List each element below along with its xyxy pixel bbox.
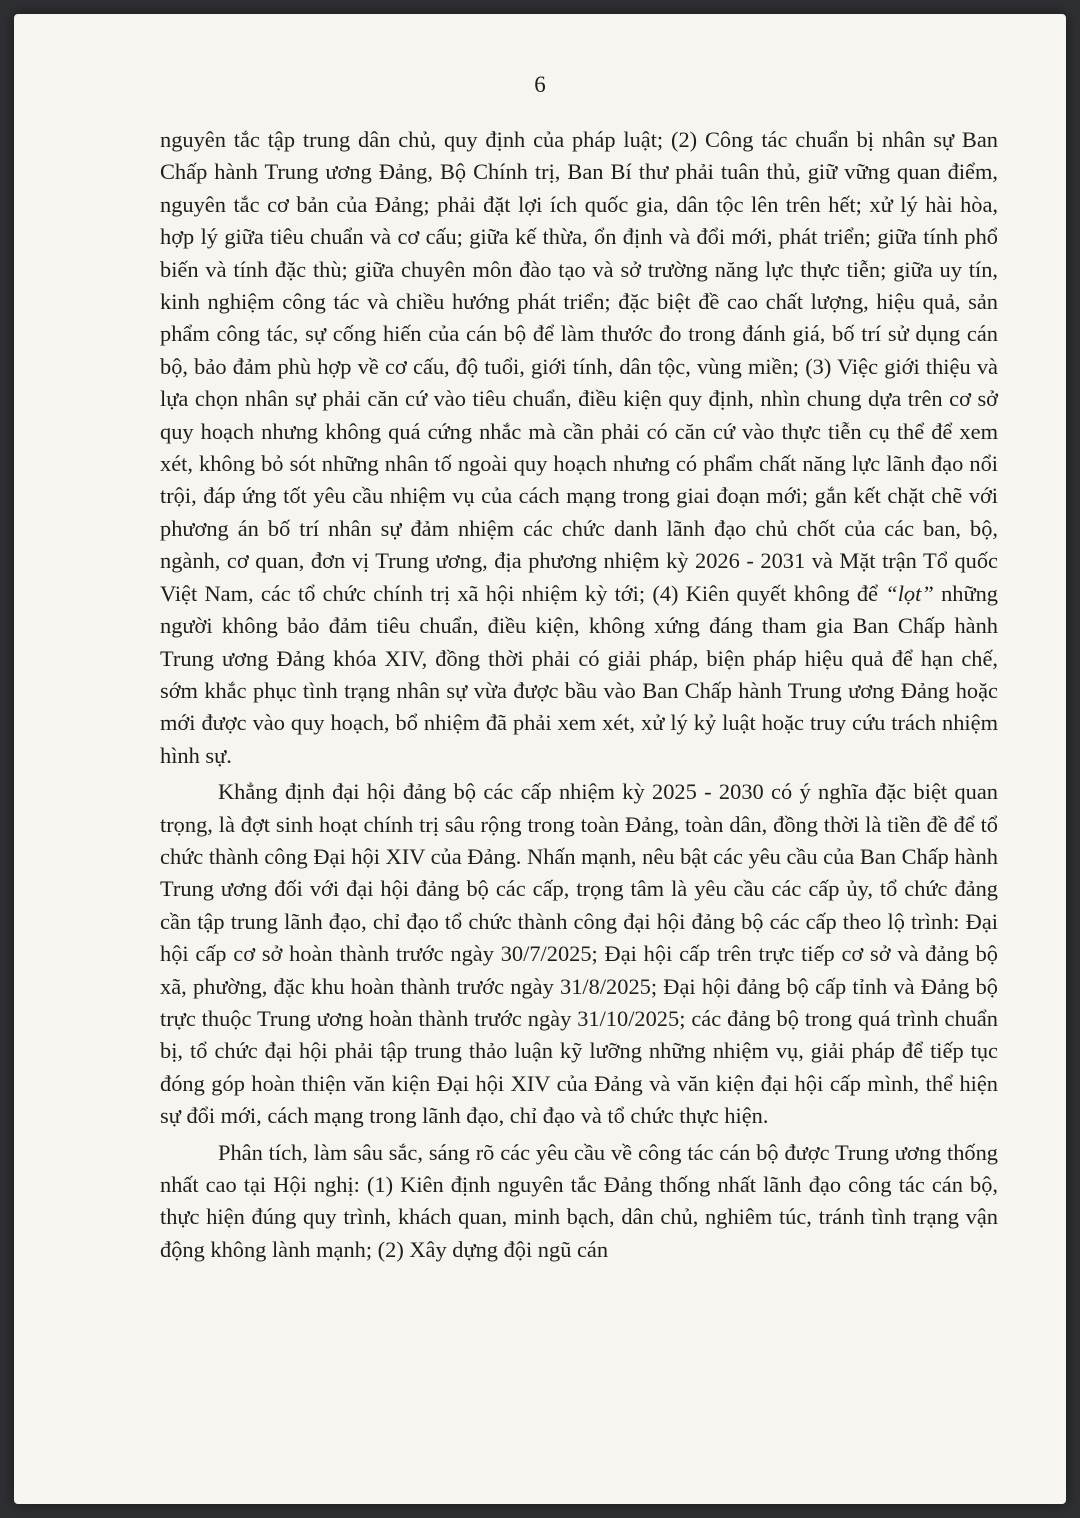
paragraph-1-emphasis: “lọt” xyxy=(885,580,934,606)
paragraph-1-text-before: nguyên tắc tập trung dân chủ, quy định của pháp luật; (2) Công tác chuẩn bị nhân sự Ban Chấp hành Trung ương Đảng, Bộ Chính trị, Ban Bí thư phải tuân thủ, giữ vững quan điểm, nguyên tắc cơ bản của Đảng; phải đặt lợi ích quốc gia, dân tộc lên trên hết; xử lý hài hòa, hợp lý giữa tiêu chuẩn và cơ cấu; giữa kế thừa, ổn định và đổi mới, phát triển; giữa tính phổ biến và tính đặc thù; giữa chuyên môn đào tạo và sở trường năng lực thực tiễn; giữa uy tín, kinh nghiệm công tác và chiều hướng phát triển; đặc biệt đề cao chất lượng, hiệu quả, sản phẩm công tác, sự cống hiến của cán bộ để làm thước đo trong đánh giá, bố trí sử dụng cán bộ, bảo đảm phù hợp về cơ cấu, độ tuổi, giới tính, dân tộc, vùng miền; (3) Việc giới thiệu và lựa chọn nhân sự phải căn cứ vào tiêu chuẩn, điều kiện quy định, nhìn chung dựa trên cơ sở quy hoạch nhưng không quá cứng nhắc mà cần phải có căn cứ vào thực tiễn cụ thể để xem xét, không bỏ sót những nhân tố ngoài quy hoạch nhưng có phẩm chất năng lực lãnh đạo nổi trội, đáp ứng tốt yêu cầu nhiệm vụ của cách mạng trong giai đoạn mới; gắn kết chặt chẽ với phương án bố trí nhân sự đảm nhiệm các chức danh lãnh đạo chủ chốt của các ban, bộ, ngành, cơ quan, đơn vị Trung ương, địa phương nhiệm kỳ 2026 - 2031 và Mặt trận Tổ quốc Việt Nam, các tổ chức chính trị xã hội nhiệm kỳ tới; (4) Kiên quyết không để xyxy=(160,127,998,606)
paragraph-3: Phân tích, làm sâu sắc, sáng rõ các yêu cầu về công tác cán bộ được Trung ương thống nhất cao tại Hội nghị: (1) Kiên định nguyên tắc Đảng thống nhất lãnh đạo công tác cán bộ, thực hiện đúng quy trình, khách quan, minh bạch, dân chủ, nghiêm túc, tránh tình trạng vận động không lành mạnh; (2) Xây dựng đội ngũ cán xyxy=(160,1139,998,1262)
document-page xyxy=(14,14,1066,1504)
paragraph-1-text-after: những người không bảo đảm tiêu chuẩn, điều kiện, không xứng đáng tham gia Ban Chấp hành Trung ương Đảng khóa XIV, đồng thời phải có giải pháp, biện pháp hiệu quả để hạn chế, sớm khắc phục tình trạng nhân sự vừa được bầu vào Ban Chấp hành Trung ương Đảng hoặc mới được vào quy hoạch, bổ nhiệm đã phải xem xét, xử lý kỷ luật hoặc truy cứu trách nhiệm hình sự. xyxy=(160,580,998,768)
paragraph-1 xyxy=(160,124,998,772)
document-body xyxy=(160,124,998,1266)
page-number: 6 xyxy=(534,72,546,97)
paragraph-2: Khẳng định đại hội đảng bộ các cấp nhiệm kỳ 2025 - 2030 có ý nghĩa đặc biệt quan trọng, là đợt sinh hoạt chính trị sâu rộng trong toàn Đảng, toàn dân, đồng thời là tiền đề để tổ chức thành công Đại hội XIV của Đảng. Nhấn mạnh, nêu bật các yêu cầu của Ban Chấp hành Trung ương đối với đại hội đảng bộ các cấp, trọng tâm là yêu cầu các cấp ủy, tổ chức đảng cần tập trung lãnh đạo, chỉ đạo tổ chức thành công đại hội đảng bộ các cấp theo lộ trình: Đại hội cấp cơ sở hoàn thành trước ngày 30/7/2025; Đại hội cấp trên trực tiếp cơ sở và đảng bộ xã, phường, đặc khu hoàn thành trước ngày 31/8/2025; Đại hội đảng bộ cấp tỉnh và Đảng bộ trực thuộc Trung ương hoàn thành trước ngày 31/10/2025; các đảng bộ trong quá trình chuẩn bị, tổ chức đại hội phải tập trung thảo luận kỹ lưỡng những nhiệm vụ, giải pháp để tiếp tục đóng góp hoàn thiện văn kiện Đại hội XIV của Đảng và văn kiện đại hội cấp mình, thể hiện sự đổi mới, cách mạng trong lãnh đạo, chỉ đạo và tổ chức thực hiện. xyxy=(160,779,998,1129)
